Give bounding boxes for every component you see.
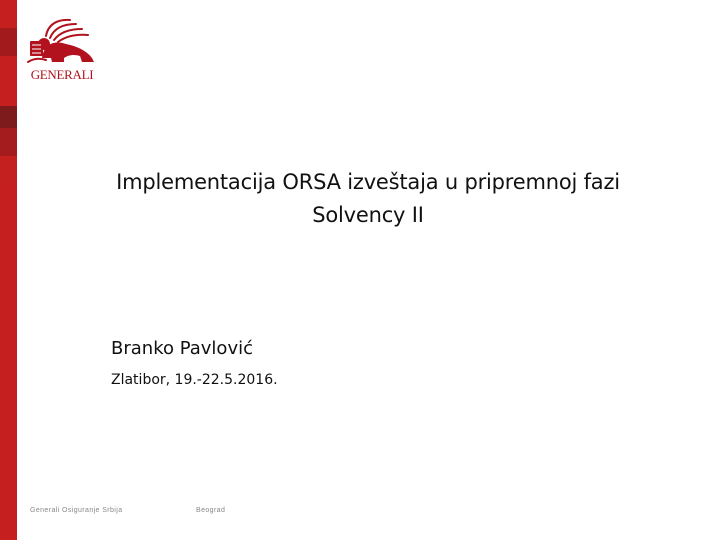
date-location: Zlatibor, 19.-22.5.2016. bbox=[111, 372, 278, 388]
title-line-1: Implementacija ORSA izveštaja u pripremnoj fazi bbox=[116, 170, 620, 194]
title-line-2: Solvency II bbox=[312, 203, 424, 227]
author-name: Branko Pavlović bbox=[111, 338, 253, 359]
slide-title bbox=[60, 166, 676, 232]
winged-lion-icon bbox=[24, 14, 100, 66]
footer-company: Generali Osiguranje Srbija bbox=[30, 507, 123, 514]
footer-city: Beograd bbox=[196, 507, 226, 514]
logo-wordmark: GENERALI bbox=[30, 67, 94, 82]
generali-logo bbox=[24, 14, 100, 82]
side-accent-stripe bbox=[0, 0, 17, 540]
